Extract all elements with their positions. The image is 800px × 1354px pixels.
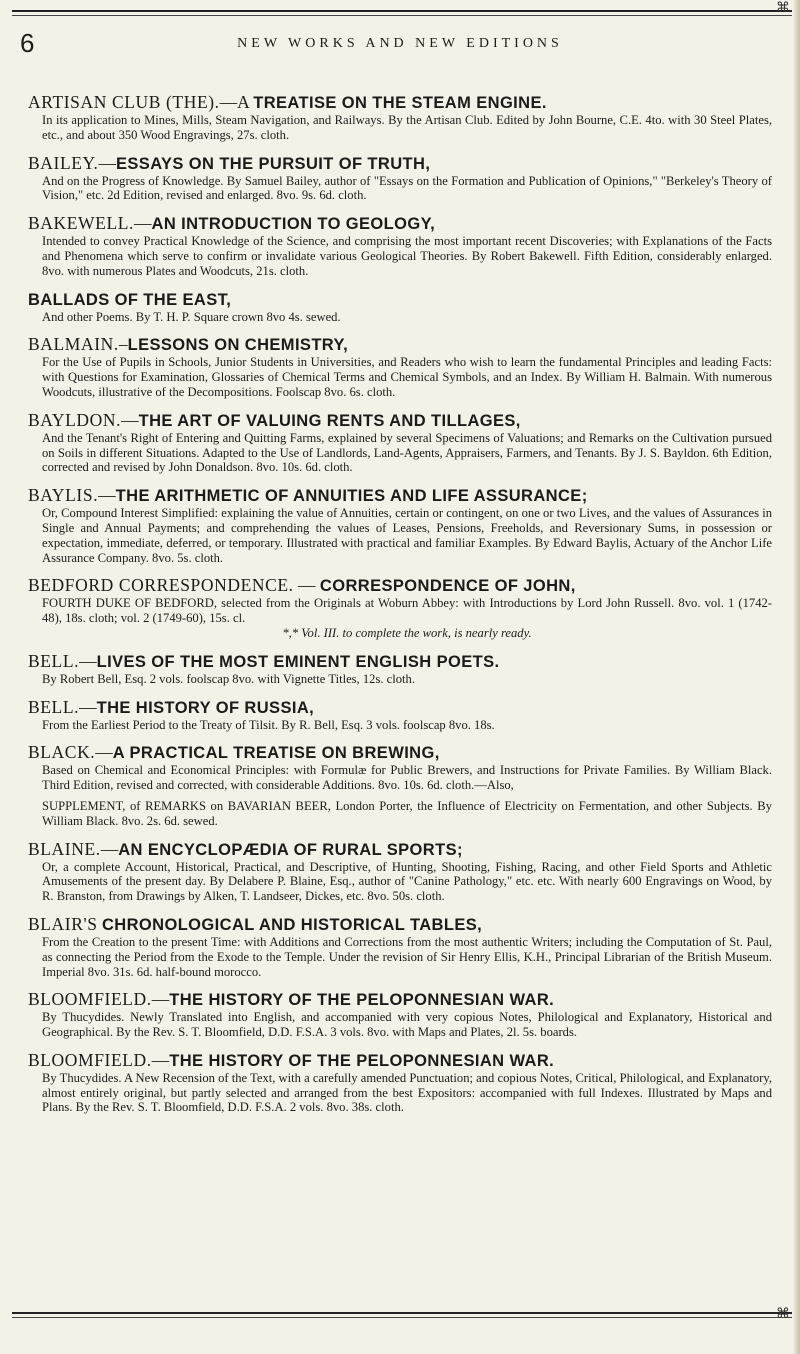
entry-heading <box>28 213 772 234</box>
catalogue-entry <box>28 289 772 325</box>
page-number: 6 <box>20 28 35 58</box>
separator: — <box>151 989 170 1010</box>
separator: — <box>100 838 119 859</box>
work-title: THE HISTORY OF RUSSIA, <box>96 698 315 717</box>
work-title: AN INTRODUCTION TO GEOLOGY, <box>151 215 436 234</box>
author-name: BAILEY. <box>28 152 99 173</box>
entry-description: Intended to convey Practical Knowledge of the Science, and comprising the most important recent Discoveries; with Explanations of the Facts and Phenomena which serve to confirm or invalidate various Geological Theories. By Robert Bakewell. Fifth Edition, considerably enlarged. 8vo. with numerous Plates and Woodcuts, 21s. cloth. <box>42 234 772 278</box>
author-name: BLOOMFIELD. <box>28 989 152 1010</box>
separator: — <box>79 650 97 671</box>
author-name: BALMAIN. <box>28 334 119 355</box>
author-name: BLACK. <box>28 742 96 763</box>
catalogue-list <box>28 92 772 1125</box>
entry-description: In its application to Mines, Mills, Steam Navigation, and Railways. By the Artisan Club. Edited by John Bourne, C.E. 4to. with 30 Steel Plates, etc., and about 350 Wood Engravings, 27s. cloth. <box>42 113 772 142</box>
catalogue-entry <box>28 697 772 733</box>
work-title: THE ARITHMETIC OF ANNUITIES AND LIFE ASSURANCE; <box>115 487 588 506</box>
author-name: ARTISAN CLUB (THE). <box>28 92 220 112</box>
entry-heading <box>28 989 772 1010</box>
corner-ornament-icon: ⌘ <box>776 1307 790 1322</box>
bottom-rule-thin <box>12 1317 792 1318</box>
entry-heading <box>28 914 772 935</box>
work-title: AN ENCYCLOPÆDIA OF RURAL SPORTS; <box>118 840 463 859</box>
entry-heading <box>28 697 772 718</box>
author-name: BLAINE. <box>28 838 101 859</box>
catalogue-entry <box>28 742 772 828</box>
work-title: ESSAYS ON THE PURSUIT OF TRUTH, <box>115 154 431 173</box>
catalogue-entry <box>28 92 772 143</box>
separator: —A <box>219 92 254 112</box>
bottom-rule <box>12 1312 792 1314</box>
entry-description: Based on Chemical and Economical Principles: with Formulæ for Public Brewers, and Instructions for Private Families. By William Black. Third Edition, revised and corrected, with considerable Additions. 8vo. 10s. 6d. cloth.—Also, <box>42 763 772 793</box>
entry-heading <box>28 651 772 672</box>
entry-heading <box>28 1050 772 1071</box>
entry-description: Or, Compound Interest Simplified: explaining the value of Annuities, certain or contingent, on one or two Lives, and the values of Assurances in Single and Annual Payments; and comprehending the values of Leases, Pensions, Freeholds, and Reversionary Sums, in possession or expectation, immediate, deferred, or temporary. Illustrated with practical and familiar Examples. By Edward Baylis, Actuary of the Anchor Life Assurance Company. 8vo. 5s. cloth. <box>42 506 772 565</box>
work-title: A PRACTICAL TREATISE ON BREWING, <box>112 744 440 763</box>
separator: — <box>98 485 116 506</box>
entry-heading <box>28 410 772 431</box>
entry-heading <box>28 485 772 506</box>
entry-heading <box>28 742 772 763</box>
catalogue-entry <box>28 1050 772 1115</box>
author-name: BLOOMFIELD. <box>28 1049 152 1070</box>
page-header <box>20 28 780 58</box>
work-title: BALLADS OF THE EAST, <box>28 290 232 309</box>
work-title: CORRESPONDENCE OF JOHN, <box>319 577 576 596</box>
work-title: THE ART OF VALUING RENTS AND TILLAGES, <box>138 411 521 430</box>
separator: — <box>134 213 152 234</box>
work-title: THE HISTORY OF THE PELOPONNESIAN WAR. <box>169 1051 555 1070</box>
top-rule <box>12 10 792 12</box>
separator: — <box>151 1049 170 1070</box>
catalogue-entry <box>28 989 772 1040</box>
entry-heading <box>28 153 772 174</box>
work-title: CHRONOLOGICAL AND HISTORICAL TABLES, <box>101 915 483 934</box>
entry-heading <box>28 839 772 860</box>
work-title: LIVES OF THE MOST EMINENT ENGLISH POETS. <box>96 652 500 671</box>
author-name: BAKEWELL. <box>28 213 134 234</box>
catalogue-entry <box>28 651 772 687</box>
separator: — <box>98 152 116 173</box>
entry-description: FOURTH DUKE OF BEDFORD, selected from the Originals at Woburn Abbey: with Introductions by Lord John Russell. 8vo. vol. 1 (1742-48), 18s. cloth; vol. 2 (1749-60), 15s. cl. <box>42 596 772 626</box>
separator: — <box>79 696 97 717</box>
catalogue-entry <box>28 410 772 475</box>
author-name: BAYLDON. <box>28 409 122 430</box>
catalogue-entry <box>28 153 772 204</box>
entry-description: By Thucydides. Newly Translated into English, and accompanied with very copious Notes, Philological and Explanatory, Historical and Geographical. By the Rev. S. T. Bloomfield, D.D. F.S.A. 3 vols. 8vo. with Maps and Plates, 2l. 5s. boards. <box>42 1010 772 1040</box>
separator: — <box>95 742 113 763</box>
author-name: BAYLIS. <box>28 485 99 506</box>
author-name: BEDFORD CORRESPONDENCE. <box>28 575 294 596</box>
entry-supplement: SUPPLEMENT, of REMARKS on BAVARIAN BEER, London Porter, the Influence of Electricity on Fermentation, and other Subjects. By William Black. 8vo. 2s. 6d. sewed. <box>42 798 772 828</box>
entry-heading <box>28 575 772 596</box>
entry-description: By Thucydides. A New Recension of the Text, with a carefully amended Punctuation; and copious Notes, Critical, Philological, and Explanatory, almost entirely original, but partly selected and arranged from the best Expositors: accompanied with full Indexes. Illustrated by Maps and Plans. By the Rev. S. T. Bloomfield, D.D. F.S.A. 2 vols. 8vo. 38s. cloth. <box>42 1070 772 1115</box>
page-edge <box>794 0 800 1354</box>
entry-heading <box>28 334 772 355</box>
entry-description: From the Earliest Period to the Treaty of Tilsit. By R. Bell, Esq. 3 vols. foolscap 8vo. 18s. <box>42 717 495 732</box>
work-title: TREATISE ON THE STEAM ENGINE. <box>253 94 547 112</box>
catalogue-entry <box>28 213 772 278</box>
separator: — <box>121 409 139 430</box>
entry-note: *,* Vol. III. to complete the work, is nearly ready. <box>282 625 532 640</box>
corner-ornament-icon: ⌘ <box>776 1 790 16</box>
running-head: NEW WORKS AND NEW EDITIONS <box>237 36 563 51</box>
entry-description: And on the Progress of Knowledge. By Samuel Bailey, author of "Essays on the Formation and Publication of Opinions," "Berkeley's Theory of Vision," etc. 2d Edition, revised and enlarged. 8vo. 9s. 6d. cloth. <box>42 173 772 203</box>
author-name: BELL. <box>28 696 80 717</box>
entry-description: From the Creation to the present Time: with Additions and Corrections from the most authentic Writers; including the Computation of St. Paul, as connecting the Period from the Exode to the Temple. Under the revision of Sir Henry Ellis, K.H., Principal Librarian of the British Museum. Imperial 8vo. 31s. 6d. half-bound morocco. <box>42 934 772 979</box>
separator: – <box>118 334 128 355</box>
catalogue-entry <box>28 575 772 640</box>
entry-heading <box>28 92 772 113</box>
author-name: BLAIR'S <box>28 913 98 934</box>
entry-description: And other Poems. By T. H. P. Square crown 8vo 4s. sewed. <box>42 309 341 324</box>
author-name: BELL. <box>28 650 80 671</box>
entry-heading <box>28 289 772 310</box>
top-rule-thin <box>12 15 792 16</box>
catalogue-entry <box>28 334 772 399</box>
separator: — <box>293 575 320 596</box>
entry-description: And the Tenant's Right of Entering and Quitting Farms, explained by several Specimens of Valuations; and Remarks on the Cultivation pursued on Soils in different Situations. Adapted to the Use of Landlords, Land-Agents, Appraisers, Farmers, and Tenants. By J. S. Bayldon. 6th Edition, corrected and revised by John Donaldson. 8vo. 10s. 6d. cloth. <box>42 430 772 475</box>
entry-description: By Robert Bell, Esq. 2 vols. foolscap 8vo. with Vignette Titles, 12s. cloth. <box>42 671 415 686</box>
catalogue-entry <box>28 839 772 904</box>
work-title: THE HISTORY OF THE PELOPONNESIAN WAR. <box>169 991 555 1010</box>
catalogue-entry <box>28 485 772 565</box>
entry-description: Or, a complete Account, Historical, Practical, and Descriptive, of Hunting, Shooting, Fishing, Racing, and other Field Sports and Athletic Amusements of the present day. By Delabere P. Blaine, Esq., author of "Canine Pathology," etc. etc. With nearly 600 Engravings on Wood, by R. Branston, from Drawings by Alken, T. Landseer, Dickes, etc. 8vo. 50s. cloth. <box>42 859 772 904</box>
entry-description: For the Use of Pupils in Schools, Junior Students in Universities, and Readers who wish to learn the fundamental Principles and leading Facts: with Questions for Examination, Glossaries of Chemical Terms and Chemical Symbols, and an Index. By William H. Balmain. With numerous Woodcuts, illustrative of the Decompositions. Foolscap 8vo. 6s. cloth. <box>42 355 772 399</box>
catalogue-entry <box>28 914 772 979</box>
work-title: LESSONS ON CHEMISTRY, <box>127 336 349 355</box>
